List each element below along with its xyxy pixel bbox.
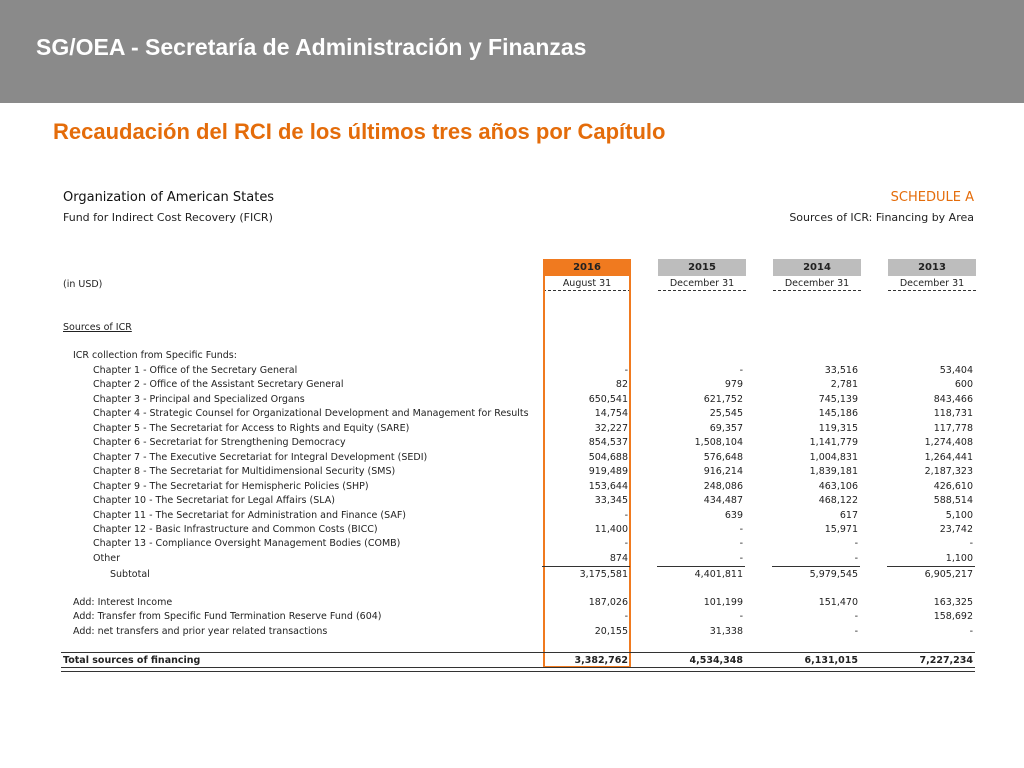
table-row-label: Chapter 8 - The Secretariat for Multidimensional Security (SMS) [93, 466, 396, 477]
table-row-value: 23,742 [939, 524, 973, 535]
total-rule [657, 566, 745, 567]
table-row-value: 843,466 [933, 394, 973, 405]
table-row-value: - [624, 365, 628, 376]
addition-row-value: - [624, 611, 628, 622]
addition-row-value: - [854, 611, 858, 622]
table-row-label: Chapter 4 - Strategic Counsel for Organizational Development and Management for Results [93, 408, 529, 419]
table-row-value: 434,487 [703, 495, 743, 506]
org-name: Organization of American States [63, 190, 275, 205]
table-row-value: 119,315 [818, 423, 858, 434]
table-row-value: 919,489 [588, 466, 628, 477]
table-row-value: 118,731 [933, 408, 973, 419]
table-row-value: 463,106 [818, 481, 858, 492]
table-row-value: - [854, 553, 858, 564]
table-row-label: Chapter 9 - The Secretariat for Hemispheric Policies (SHP) [93, 481, 369, 492]
total-label: Total sources of financing [63, 655, 201, 666]
table-row-value: 1,274,408 [924, 437, 973, 448]
total-double-rule [61, 667, 975, 672]
table-row-value: 617 [839, 510, 858, 521]
table-row-label: Chapter 13 - Compliance Oversight Management Bodies (COMB) [93, 538, 401, 549]
table-row-value: 576,648 [703, 452, 743, 463]
year-header-2015: 2015 [658, 259, 746, 276]
table-row-label: Chapter 6 - Secretariat for Strengthening Democracy [93, 437, 346, 448]
table-row-value: 1,264,441 [924, 452, 973, 463]
table-row-value: 745,139 [818, 394, 858, 405]
table-row-value: - [854, 538, 858, 549]
addition-row-value: 20,155 [594, 626, 628, 637]
table-row-label: Other [93, 553, 120, 564]
addition-row-value: - [969, 626, 973, 637]
year-header-2014: 2014 [773, 259, 861, 276]
table-row-value: 82 [615, 379, 628, 390]
table-row-value: 33,516 [824, 365, 858, 376]
table-row-value: - [624, 538, 628, 549]
table-row-value: 504,688 [588, 452, 628, 463]
schedule-subtitle: Sources of ICR: Financing by Area [789, 211, 974, 224]
table-row-value: 1,004,831 [809, 452, 858, 463]
table-row-label: Chapter 3 - Principal and Specialized Organs [93, 394, 305, 405]
table-row-value: 53,404 [939, 365, 973, 376]
table-row-value: 650,541 [588, 394, 628, 405]
table-row-value: 248,086 [703, 481, 743, 492]
section-title: Sources of ICR [63, 322, 132, 333]
table-row-value: 979 [724, 379, 743, 390]
date-header-2014: December 31 [773, 278, 861, 291]
table-row-label: Chapter 2 - Office of the Assistant Secretary General [93, 379, 344, 390]
addition-row-value: 101,199 [703, 597, 743, 608]
date-header-2016: August 31 [543, 278, 631, 291]
addition-row-value: 163,325 [933, 597, 973, 608]
table-row-value: 33,345 [594, 495, 628, 506]
table-row-value: - [739, 553, 743, 564]
table-row-label: Chapter 12 - Basic Infrastructure and Common Costs (BICC) [93, 524, 378, 535]
addition-row-value: 31,338 [709, 626, 743, 637]
subtotal-value: 3,175,581 [579, 569, 628, 580]
total-rule [542, 566, 630, 567]
table-row-value: 600 [954, 379, 973, 390]
table-row-value: 426,610 [933, 481, 973, 492]
table-row-label: Chapter 11 - The Secretariat for Administration and Finance (SAF) [93, 510, 406, 521]
year-header-2013: 2013 [888, 259, 976, 276]
table-row-value: 639 [724, 510, 743, 521]
total-rule [887, 566, 975, 567]
group-label: ICR collection from Specific Funds: [73, 350, 237, 361]
table-row-value: 153,644 [588, 481, 628, 492]
table-row-value: 5,100 [945, 510, 973, 521]
table-row-value: 69,357 [709, 423, 743, 434]
total-top-rule [61, 652, 975, 653]
date-header-2013: December 31 [888, 278, 976, 291]
table-row-value: - [739, 524, 743, 535]
subtotal-value: 6,905,217 [924, 569, 973, 580]
addition-row-label: Add: Interest Income [73, 597, 173, 608]
table-row-value: 2,187,323 [924, 466, 973, 477]
slide-subtitle: Recaudación del RCI de los últimos tres años por Capítulo [53, 119, 666, 144]
table-row-value: 11,400 [594, 524, 628, 535]
total-value: 4,534,348 [689, 655, 743, 666]
addition-row-label: Add: net transfers and prior year related transactions [73, 626, 328, 637]
total-rule [772, 566, 860, 567]
table-row-value: 14,754 [594, 408, 628, 419]
table-row-value: 874 [609, 553, 628, 564]
table-row-value: 117,778 [933, 423, 973, 434]
table-row-value: 468,122 [818, 495, 858, 506]
year-header-2016: 2016 [543, 259, 631, 276]
schedule-label: SCHEDULE A [890, 190, 974, 205]
table-row-value: - [969, 538, 973, 549]
table-row-value: - [624, 510, 628, 521]
total-value: 3,382,762 [574, 655, 628, 666]
total-value: 7,227,234 [919, 655, 973, 666]
addition-row-value: 187,026 [588, 597, 628, 608]
table-row-label: Chapter 10 - The Secretariat for Legal Affairs (SLA) [93, 495, 335, 506]
table-row-label: Chapter 5 - The Secretariat for Access to Rights and Equity (SARE) [93, 423, 410, 434]
table-row-value: - [739, 538, 743, 549]
table-row-value: 32,227 [594, 423, 628, 434]
table-row-label: Chapter 1 - Office of the Secretary General [93, 365, 298, 376]
total-value: 6,131,015 [804, 655, 858, 666]
addition-row-value: - [739, 611, 743, 622]
addition-row-value: - [854, 626, 858, 637]
table-row-value: 25,545 [709, 408, 743, 419]
table-row-value: 916,214 [703, 466, 743, 477]
table-row-value: - [739, 365, 743, 376]
date-header-2015: December 31 [658, 278, 746, 291]
unit-label: (in USD) [63, 279, 103, 290]
subtotal-value: 4,401,811 [694, 569, 743, 580]
addition-row-label: Add: Transfer from Specific Fund Termination Reserve Fund (604) [73, 611, 382, 622]
table-row-value: 1,100 [945, 553, 973, 564]
table-row-label: Chapter 7 - The Executive Secretariat for Integral Development (SEDI) [93, 452, 428, 463]
addition-row-value: 158,692 [933, 611, 973, 622]
table-row-value: 621,752 [703, 394, 743, 405]
table-row-value: 145,186 [818, 408, 858, 419]
header-title: SG/OEA - Secretaría de Administración y Finanzas [36, 34, 587, 60]
table-row-value: 15,971 [824, 524, 858, 535]
table-row-value: 1,141,779 [809, 437, 858, 448]
addition-row-value: 151,470 [818, 597, 858, 608]
subtotal-value: 5,979,545 [809, 569, 858, 580]
fund-name: Fund for Indirect Cost Recovery (FICR) [63, 211, 273, 224]
table-row-value: 588,514 [933, 495, 973, 506]
table-row-value: 2,781 [830, 379, 858, 390]
table-row-value: 1,839,181 [809, 466, 858, 477]
table-row-value: 854,537 [588, 437, 628, 448]
table-row-value: 1,508,104 [694, 437, 743, 448]
subtotal-label: Subtotal [110, 569, 150, 580]
